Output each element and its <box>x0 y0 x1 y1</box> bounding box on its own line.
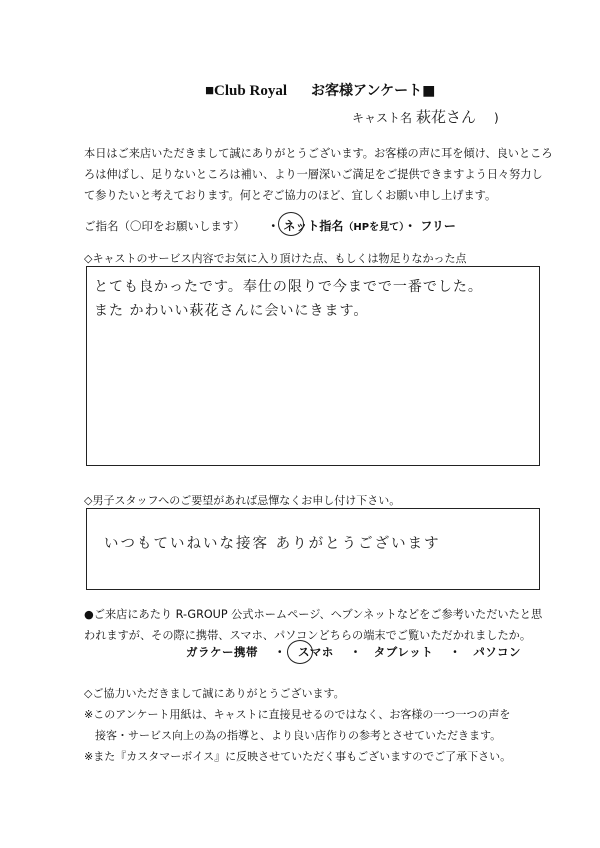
closing-line: 接客・サービス向上の為の指導と、より良い店作りの参考とさせていただきます。 <box>84 729 502 742</box>
option-feature-phone[interactable]: ガラケー携帯 <box>186 645 258 659</box>
device-question <box>84 604 542 646</box>
option-tablet[interactable]: タブレット <box>373 645 434 659</box>
device-question-line: ●ご来店にあたり R-GROUP 公式ホームページ、ヘブンネットなどをご参考いただいたと思 <box>84 608 543 621</box>
option-pc[interactable]: パソコン <box>473 645 521 659</box>
intro-paragraph <box>84 143 553 206</box>
q1-answer-line: また かわいい萩花さんに会いにきます。 <box>94 303 369 319</box>
q1-answer-box[interactable] <box>86 266 540 466</box>
device-question-line: われますが、その際に携帯、スマホ、パソコンどちらの端末でご覧いただかれましたか。 <box>84 629 532 642</box>
option-smartphone[interactable]: スマホ <box>298 645 334 659</box>
intro-line: ろは伸ばし、足りないところは補い、より一層深いご満足をご提供できますよう日々努力し <box>84 168 543 181</box>
brand-name: ■Club Royal <box>205 83 287 99</box>
q2-question: ◇男子スタッフへのご要望があれば忌憚なくお申し付け下さい。 <box>84 494 401 507</box>
closing-line: ※また『カスタマーボイス』に反映させていただく事もございますのでご了承下さい。 <box>84 750 512 763</box>
separator: ・ <box>349 645 362 659</box>
designation-label: ご指名（〇印をお願いします） <box>84 219 240 233</box>
hand-drawn-circle-net <box>278 212 304 236</box>
cast-name-close-paren: ) <box>494 111 499 125</box>
survey-title <box>205 80 435 100</box>
closing-notes <box>84 683 511 767</box>
survey-title-text: お客様アンケート■ <box>311 83 436 99</box>
designation-row <box>84 217 456 234</box>
device-options <box>186 644 525 660</box>
intro-line: 本日はご来店いただきまして誠にありがとうございます。お客様の声に耳を傾け、良いところ <box>84 147 553 160</box>
separator: ・ <box>274 645 286 659</box>
separator: ・ <box>449 645 462 659</box>
cast-name-handwritten: 萩花さん <box>416 108 477 126</box>
closing-line: ◇ご協力いただきまして誠にありがとうございます。 <box>84 687 345 700</box>
cast-name-label: キャスト名 <box>352 111 413 125</box>
q1-question: ◇キャストのサービス内容でお気に入り頂けた点、もしくは物足りなかった点 <box>84 252 467 265</box>
option-net-designation[interactable]: ・ ネット指名 <box>267 219 344 233</box>
cast-name-field <box>352 106 499 127</box>
closing-line: ※このアンケート用紙は、キャストに直接見せるのではなく、お客様の一つ一つの声を <box>84 708 511 721</box>
q2-answer-text: いつもていねいな接客 ありがとうございます <box>104 536 441 552</box>
option-hp-note: （HPを見て） <box>343 222 405 233</box>
option-free[interactable]: ・ フリー <box>404 219 456 233</box>
hand-drawn-circle-smartphone <box>287 640 313 664</box>
q1-answer-line: とても良かったです。奉仕の限りで今までで一番でした。 <box>94 279 483 295</box>
intro-line: て参りたいと考えております。何とぞご協力のほど、宜しくお願い申し上げます。 <box>84 189 497 202</box>
